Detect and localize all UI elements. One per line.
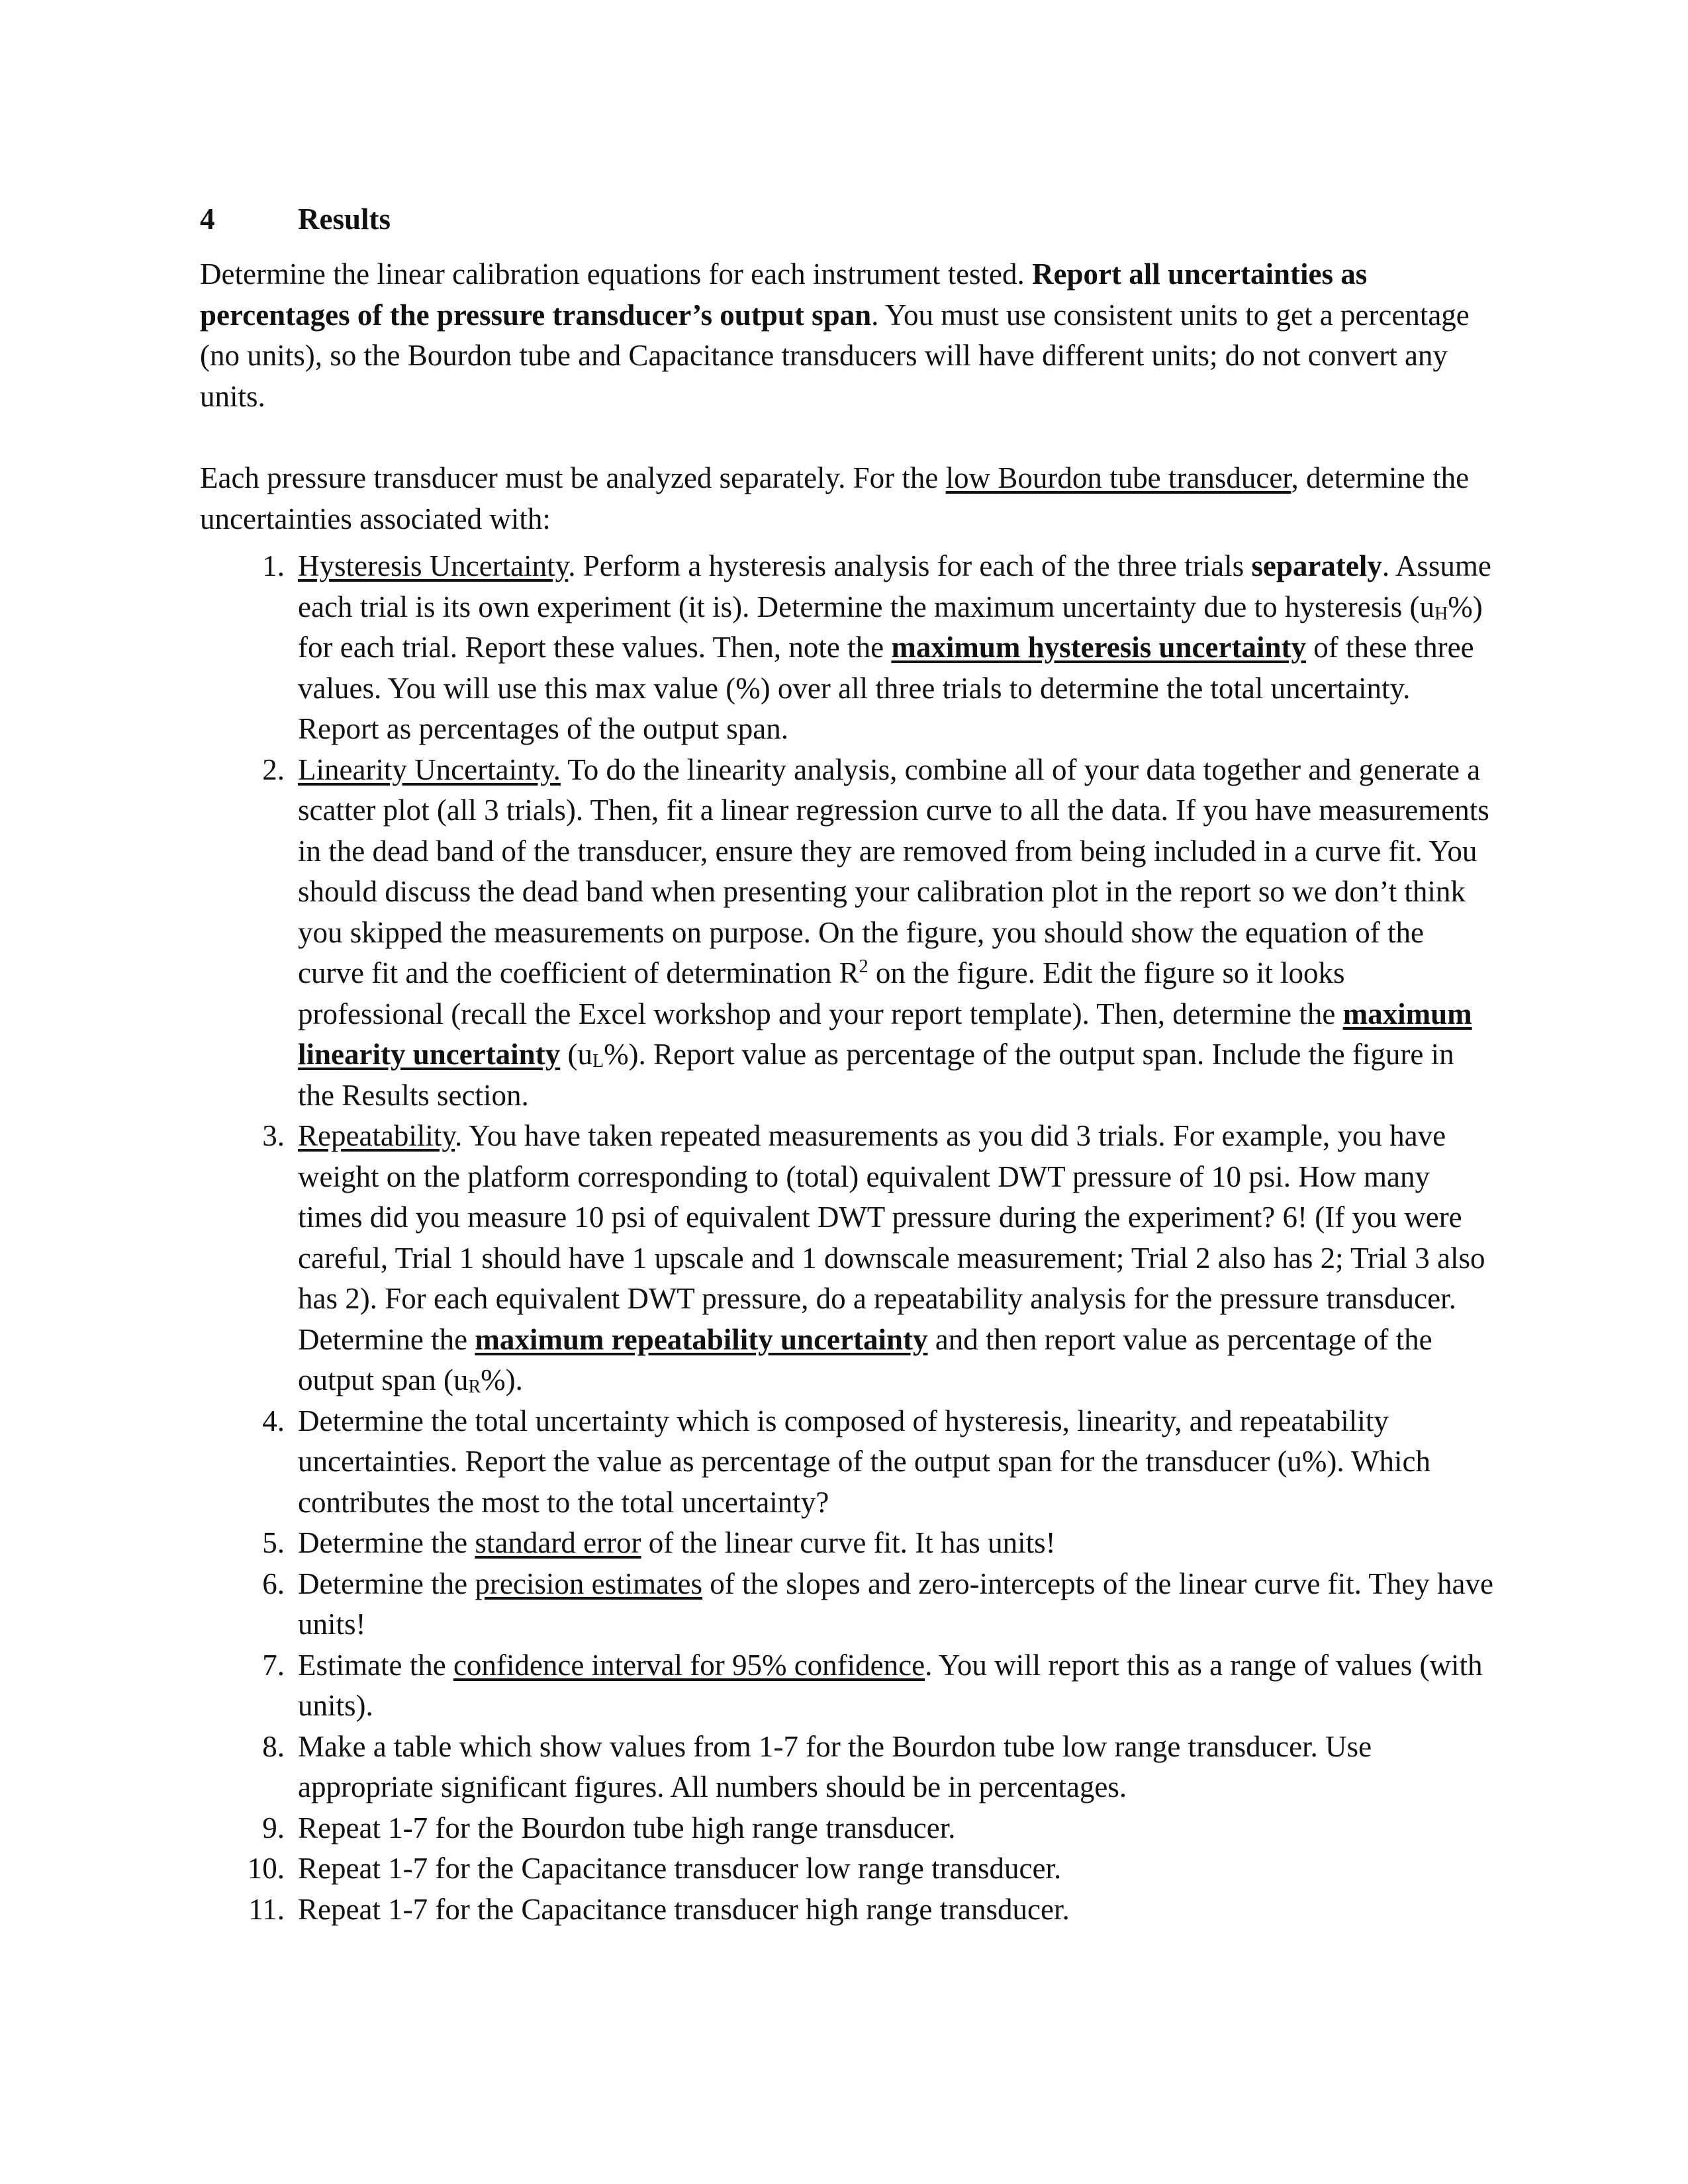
list-item-text — [298, 1808, 1497, 1849]
list-item-number: 1. — [262, 549, 285, 582]
list-item-number: 3. — [262, 1119, 285, 1152]
subscript: R — [468, 1377, 481, 1397]
list-item — [200, 1727, 1497, 1808]
text-run: on the figure. Edit the figure so it looks professional (recall the Excel workshop and your report template). Then, determine the — [298, 956, 1345, 1030]
text-run: of the linear curve fit. It has units! — [641, 1526, 1056, 1559]
scope-paragraph — [200, 458, 1497, 539]
list-item-number: 2. — [262, 752, 285, 786]
list-item-text — [298, 1401, 1497, 1524]
text-run: . Assume each trial is its own experiment (it is). Determine the maximum uncertainty due to hysteresis (u — [298, 549, 1491, 623]
bold-run: separately — [1251, 549, 1382, 582]
text-run: (u — [560, 1038, 592, 1071]
text-run: Repeat 1-7 for the Capacitance transducer low range transducer. — [298, 1852, 1062, 1885]
confidence-interval-term: confidence interval for 95% confidence — [453, 1648, 925, 1682]
text-run: %). — [481, 1363, 523, 1396]
standard-error-term: standard error — [475, 1526, 641, 1559]
bold-underlined-run: maximum hysteresis uncertainty — [891, 631, 1306, 664]
list-item-number-cell — [200, 1401, 298, 1524]
scope-text: Each pressure transducer must be analyzed separately. For the — [200, 461, 946, 494]
text-run: of the slopes and zero-intercepts of the linear curve fit. They have units! — [298, 1567, 1493, 1641]
list-item-number: 5. — [262, 1526, 285, 1559]
list-item-text — [298, 1848, 1497, 1889]
text-run: . Perform a hysteresis analysis for each of the three trials — [568, 549, 1252, 582]
section-heading — [200, 196, 1497, 242]
list-item-number-cell — [200, 1116, 298, 1401]
list-item-text — [298, 1727, 1497, 1808]
list-item-text — [298, 1116, 1497, 1401]
text-run: Determine the total uncertainty which is composed of hysteresis, linearity, and repeatability uncertainties. Report the value as percentage of the output span for the transducer (u%). Which contributes the most to the total uncertainty? — [298, 1404, 1431, 1519]
superscript: 2 — [859, 956, 868, 977]
list-item-text — [298, 1645, 1497, 1727]
intro-text: Determine the linear calibration equations for each instrument tested. — [200, 257, 1033, 291]
list-item-number: 8. — [262, 1729, 285, 1763]
task-list — [200, 546, 1497, 1930]
subscript: L — [592, 1051, 604, 1071]
bold-underlined-run: maximum repeatability uncertainty — [475, 1322, 928, 1356]
text-run: Repeat 1-7 for the Capacitance transducer high range transducer. — [298, 1892, 1070, 1926]
text-run: %) for each trial. Report these values. Then, note the — [298, 590, 1483, 664]
list-item-number-cell — [200, 750, 298, 1116]
document-page — [200, 196, 1497, 1930]
text-run: Make a table which show values from 1-7 for the Bourdon tube low range transducer. Use appropriate significant figures. All numbers should be in percentages. — [298, 1729, 1372, 1803]
intro-text-continued: . You must use consistent units to get a percentage (no units), so the Bourdon tube and Capacitance transducers will have different units; do not convert any units. — [200, 298, 1470, 413]
text-run: Repeat 1-7 for the Bourdon tube high range transducer. — [298, 1811, 956, 1844]
repeatability-term: Repeatability — [298, 1119, 455, 1152]
scope-text-continued: , determine the uncertainties associated with: — [200, 461, 1470, 535]
text-run: To do the linearity analysis, combine all of your data together and generate a scatter plot (all 3 trials). Then, fit a linear regression curve to all the data. If you have measurements in the dead band of the transducer, ensure they are removed from being included in a curve fit. You should discuss the dead band when presenting your calibration plot in the report so we don’t think you skipped the measurements on purpose. On the figure, you should show the equation of the curve fit and the coefficient of determination R — [298, 752, 1489, 989]
list-item — [200, 1564, 1497, 1645]
section-title: Results — [298, 203, 391, 236]
list-item — [200, 1848, 1497, 1889]
list-item-number: 10. — [247, 1852, 285, 1885]
section-number: 4 — [200, 203, 215, 236]
text-run: . You will report this as a range of values (with units). — [298, 1648, 1483, 1722]
text-run: . You have taken repeated measurements as you did 3 trials. For example, you have weight on the platform corresponding to (total) equivalent DWT pressure of 10 psi. How many times did you measure 10 psi of equivalent DWT pressure during the experiment? 6! (If you were careful, Trial 1 should have 1 upscale and 1 downscale measurement; Trial 2 also has 2; Trial 3 also has 2). For each equivalent DWT pressure, do a repeatability analysis for the pressure transducer. Determine the — [298, 1119, 1485, 1356]
list-item-number: 7. — [262, 1648, 285, 1682]
list-item-number: 6. — [262, 1567, 285, 1600]
subscript: H — [1434, 603, 1448, 624]
list-item — [200, 546, 1497, 750]
list-item-number-cell — [200, 1523, 298, 1564]
linearity-term: Linearity Uncertainty. — [298, 752, 561, 786]
list-item — [200, 1401, 1497, 1524]
text-run: Estimate the — [298, 1648, 453, 1682]
scope-underlined-term: low Bourdon tube transducer — [945, 461, 1291, 494]
hysteresis-term: Hysteresis Uncertainty — [298, 549, 569, 582]
list-item-number-cell — [200, 1808, 298, 1849]
list-item — [200, 1523, 1497, 1564]
list-item-text — [298, 750, 1497, 1116]
list-item — [200, 1645, 1497, 1727]
text-run: Determine the — [298, 1567, 475, 1600]
list-item-number-cell — [200, 1564, 298, 1645]
precision-estimates-term: precision estimates — [475, 1567, 703, 1600]
text-run: of these three values. You will use this max value (%) over all three trials to determine the total uncertainty. Report as percentages of the output span. — [298, 631, 1474, 745]
list-item-text — [298, 546, 1497, 750]
list-item-number-cell — [200, 1645, 298, 1727]
list-item-number-cell — [200, 1889, 298, 1931]
text-run: and then report value as percentage of the output span (u — [298, 1322, 1432, 1396]
list-item-text — [298, 1889, 1497, 1931]
intro-paragraph — [200, 254, 1497, 417]
list-item-number: 11. — [248, 1892, 285, 1926]
list-item-text — [298, 1523, 1497, 1564]
text-run: Determine the — [298, 1526, 475, 1559]
list-item — [200, 750, 1497, 1116]
list-item-number-cell — [200, 546, 298, 750]
list-item — [200, 1889, 1497, 1931]
bold-underlined-run: maximum linearity uncertainty — [298, 997, 1472, 1071]
intro-emphasis: Report all uncertainties as percentages of the pressure transducer’s output span — [200, 257, 1368, 332]
list-item-number: 4. — [262, 1404, 285, 1437]
list-item-number: 9. — [262, 1811, 285, 1844]
list-item-number-cell — [200, 1727, 298, 1808]
list-item — [200, 1116, 1497, 1401]
list-item — [200, 1808, 1497, 1849]
list-item-number-cell — [200, 1848, 298, 1889]
text-run: %). Report value as percentage of the output span. Include the figure in the Results section. — [298, 1038, 1454, 1112]
paragraph-spacer — [200, 417, 1497, 458]
list-item-text — [298, 1564, 1497, 1645]
